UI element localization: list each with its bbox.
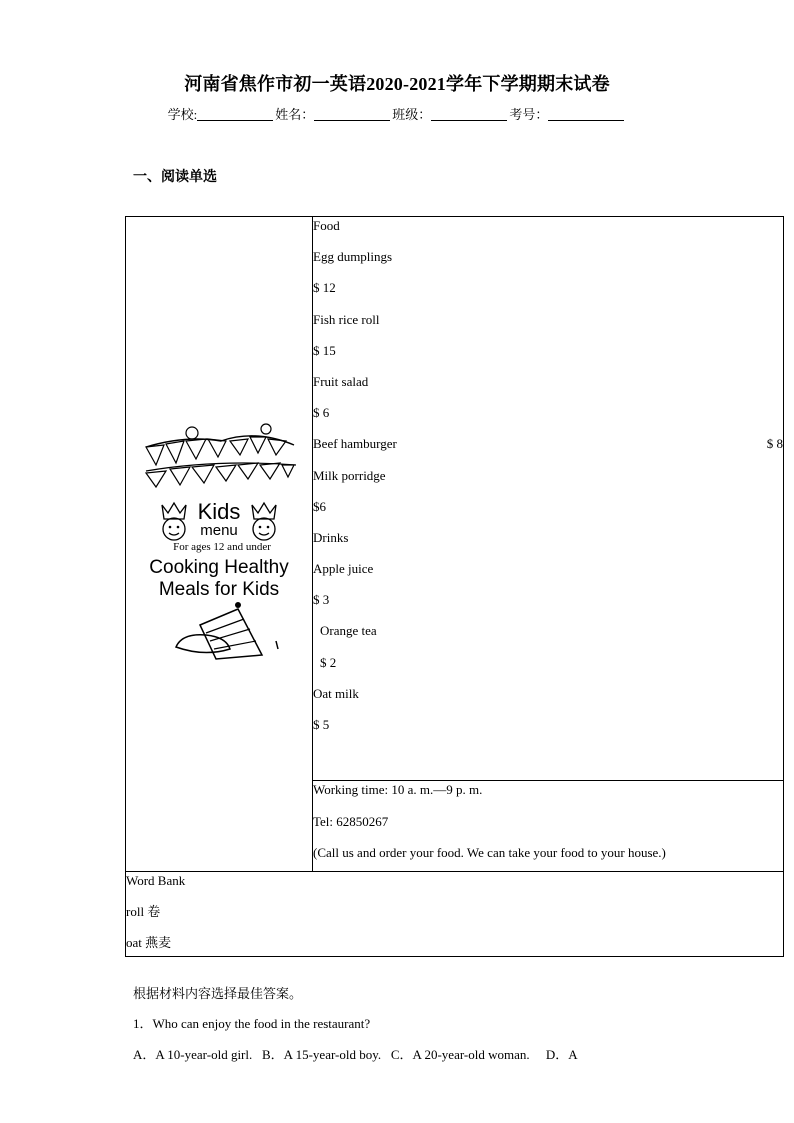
option-a[interactable]: A．A 10-year-old girl. — [133, 1047, 253, 1062]
menu-image-cell — [126, 217, 313, 872]
menu-line: Milk porridge — [313, 467, 386, 483]
contact-cell — [313, 781, 784, 872]
word-bank-title: Word Bank — [126, 873, 186, 888]
option-b[interactable]: B．A 15-year-old boy. — [262, 1047, 382, 1062]
instruction-text: 根据材料内容选择最佳答案。 — [133, 987, 303, 1002]
section-title: 一、阅读单选 — [133, 169, 217, 185]
menu-items-cell — [313, 217, 784, 781]
menu-line: $6 — [313, 498, 326, 514]
name-blank — [314, 108, 390, 121]
class-blank — [431, 108, 507, 121]
menu-label: menu — [200, 522, 238, 539]
class-label: 班级： — [392, 107, 432, 122]
menu-line: Egg dumplings — [313, 249, 393, 265]
working-time: Working time: 10 a. m.—9 p. m. — [313, 782, 483, 798]
telephone: Tel: 62850267 — [313, 813, 389, 829]
menu-line: Drinks — [313, 529, 349, 545]
school-blank — [197, 108, 273, 121]
menu-line: Beef hamburger $ 8 — [313, 436, 783, 452]
sandwich-icon — [176, 602, 278, 659]
order-note: (Call us and order your food. We can take your food to your house.) — [313, 844, 666, 860]
menu-line: Orange tea — [320, 623, 377, 639]
menu-line: Food — [313, 218, 340, 233]
menu-line: Fruit salad — [313, 373, 369, 389]
option-d[interactable]: D．A — [545, 1047, 578, 1062]
word-bank-item: oat 燕麦 — [126, 935, 172, 951]
menu-line: $ 3 — [313, 592, 330, 608]
crown-face-icon — [162, 503, 186, 540]
kids-menu-image — [126, 217, 312, 867]
page-title: 河南省焦作市初一英语2020-2021学年下学期期末试卷 — [184, 74, 610, 94]
word-bank-item: roll 卷 — [126, 904, 161, 920]
option-c[interactable]: C．A 20-year-old woman. — [390, 1047, 530, 1062]
tagline-line2: Meals for Kids — [158, 579, 280, 600]
question-text: 1．Who can enjoy the food in the restaurant? — [133, 1016, 371, 1031]
bunting-icon — [146, 424, 296, 487]
menu-line: $ 15 — [313, 342, 336, 358]
word-bank-cell — [126, 872, 784, 957]
price-right: $ 8 — [766, 436, 783, 452]
menu-line: Fish rice roll — [313, 311, 380, 327]
student-info-line — [0, 104, 794, 123]
school-label: 学校: — [167, 107, 198, 122]
exam-no-label: 考号： — [509, 107, 549, 122]
menu-table — [125, 216, 784, 957]
tagline-line1: Cooking Healthy — [149, 557, 289, 578]
kids-label: Kids — [197, 499, 241, 524]
crown-face-icon — [252, 503, 276, 540]
menu-line: $ 12 — [313, 280, 336, 296]
menu-line: $ 5 — [313, 717, 330, 732]
ages-label: For ages 12 and under — [173, 541, 271, 553]
exam-no-blank — [548, 108, 624, 121]
menu-line: $ 2 — [320, 654, 337, 670]
menu-line: $ 6 — [313, 405, 330, 421]
answer-options — [133, 1044, 578, 1063]
menu-line: Oat milk — [313, 685, 359, 701]
menu-line: Apple juice — [313, 561, 374, 577]
name-label: 姓名： — [275, 107, 315, 122]
